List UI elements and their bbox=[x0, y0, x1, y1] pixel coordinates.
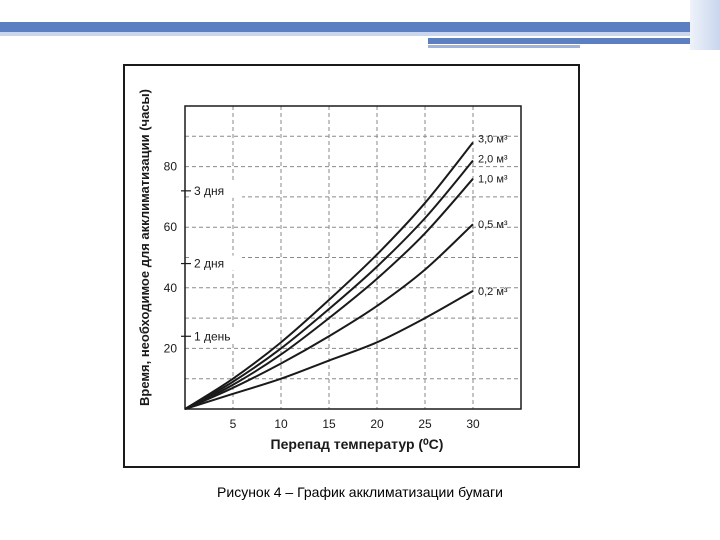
y-tick-label: 40 bbox=[163, 280, 177, 295]
x-tick-label: 5 bbox=[229, 417, 237, 431]
series-label: 0,2 м³ bbox=[478, 285, 508, 298]
header-bar-light bbox=[0, 32, 720, 36]
reference-label: 2 дня bbox=[194, 256, 225, 271]
reference-label: 3 дня bbox=[194, 183, 225, 198]
tick-labels bbox=[164, 160, 480, 431]
x-tick-label: 30 bbox=[466, 417, 480, 431]
x-tick-label: 10 bbox=[274, 417, 288, 431]
header-corner-strip bbox=[690, 0, 720, 50]
x-tick-label: 20 bbox=[370, 417, 384, 431]
series-labels bbox=[478, 133, 508, 297]
header-bar bbox=[0, 22, 720, 32]
y-axis-label: Время, необходимое для акклиматизации (часы) bbox=[137, 89, 152, 406]
header-accent-bar bbox=[428, 38, 720, 44]
series-label: 3,0 м³ bbox=[478, 133, 508, 146]
series-label: 2,0 м³ bbox=[478, 153, 508, 166]
chart-figure bbox=[123, 64, 580, 468]
chart-plot bbox=[125, 66, 578, 466]
series-label: 1,0 м³ bbox=[478, 173, 508, 186]
y-tick-label: 80 bbox=[163, 159, 177, 174]
header-accent-bar-2 bbox=[428, 45, 580, 48]
x-tick-label: 15 bbox=[322, 417, 336, 431]
series-label: 0,5 м³ bbox=[478, 219, 508, 232]
x-axis-label: Перепад температур (⁰С) bbox=[270, 436, 444, 452]
y-tick-label: 20 bbox=[163, 341, 177, 356]
y-tick-label: 60 bbox=[163, 220, 177, 235]
x-tick-label: 25 bbox=[418, 417, 432, 431]
figure-caption: Рисунок 4 – График акклиматизации бумаги bbox=[217, 484, 503, 500]
reference-label: 1 день bbox=[194, 329, 231, 344]
